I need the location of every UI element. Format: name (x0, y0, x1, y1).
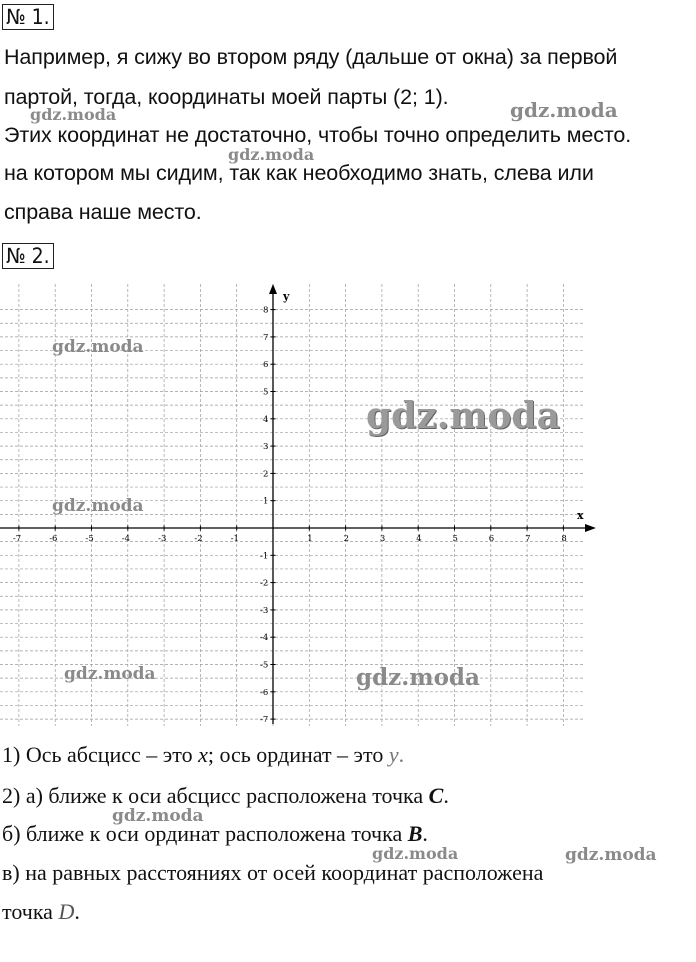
x-axis-label: x (577, 509, 584, 522)
y-tick-label: 2 (263, 469, 269, 480)
answer-3 (2, 821, 428, 847)
task-1-number: № 1. (2, 4, 54, 30)
y-tick-label: -1 (260, 551, 269, 562)
watermark: gdz.moda (52, 337, 144, 357)
y-tick-label: 4 (263, 414, 269, 425)
x-tick-label: 7 (525, 534, 531, 544)
y-tick-label: -2 (260, 578, 269, 589)
x-tick-label: 2 (343, 534, 350, 544)
y-tick-label: -4 (260, 633, 269, 644)
task-1-line-1: Например, я сижу во втором ряду (дальше от окна) за первой (4, 45, 618, 69)
answer-5-dot: . (74, 899, 80, 924)
answer-1-y: y (388, 742, 399, 767)
watermark: gdz.moda (565, 845, 657, 865)
answer-1-end: . (398, 742, 405, 767)
y-tick-label: 5 (263, 387, 269, 398)
answer-2 (2, 783, 449, 809)
watermark: gdz.moda (228, 145, 315, 164)
watermark: gdz.moda (366, 395, 560, 437)
x-tick-label: -1 (230, 534, 239, 544)
x-tick-label: -3 (158, 534, 167, 544)
answer-2-dot: . (443, 783, 449, 808)
answer-3-dot: . (422, 821, 428, 846)
watermark: gdz.moda (112, 806, 204, 826)
x-tick-label: -5 (85, 534, 94, 544)
answer-3-point: B (407, 821, 423, 846)
watermark: gdz.moda (372, 844, 459, 863)
task-1-line-3: Этих координат не достаточно, чтобы точно определить место. (4, 123, 632, 147)
y-tick-label: -7 (260, 715, 269, 726)
watermark: gdz.moda (30, 105, 117, 124)
y-axis-label: y (283, 290, 290, 303)
answer-5-point: D (58, 899, 75, 924)
x-tick-label: 8 (561, 534, 567, 544)
watermark: gdz.moda (64, 664, 156, 684)
x-tick-label: -6 (49, 534, 58, 544)
answer-5-text: точка (2, 899, 59, 924)
y-tick-label: -3 (260, 605, 269, 616)
x-tick-label: 3 (379, 534, 386, 544)
x-tick-label: 4 (416, 534, 422, 544)
y-tick-label: 1 (263, 496, 269, 507)
answer-2-text: 2) а) ближе к оси абсцисс расположена точка (2, 783, 429, 808)
y-tick-label: 8 (263, 305, 269, 316)
y-tick-label: -5 (260, 660, 269, 671)
y-tick-label: 7 (263, 332, 269, 343)
answer-3-text: б) ближе к оси ординат расположена точка (2, 821, 408, 846)
task-1-line-2: партой, тогда, координаты моей парты (2; 1). (4, 85, 449, 109)
x-tick-label: 6 (488, 534, 495, 544)
answer-5 (2, 899, 80, 925)
x-tick-label: -2 (194, 534, 203, 544)
task-1-line-4: на котором мы сидим, так как необходимо знать, слева или (4, 161, 594, 185)
y-tick-label: 3 (263, 442, 269, 453)
x-tick-label: -7 (12, 534, 22, 544)
answer-1-text: 1) Ось абсцисс – это (2, 742, 199, 767)
task-2-number: № 2. (2, 243, 54, 269)
x-tick-label: 5 (452, 534, 458, 544)
watermark: gdz.moda (356, 664, 480, 691)
answer-1-x: x (198, 742, 208, 767)
watermark: gdz.moda (510, 98, 618, 122)
watermark: gdz.moda (52, 496, 144, 516)
x-tick-label: 1 (307, 534, 313, 544)
answer-1-mid: ; ось ординат – это (207, 742, 389, 767)
x-tick-label: -4 (121, 534, 131, 544)
task-1-line-5: справа наше место. (4, 200, 202, 224)
y-tick-label: -6 (260, 687, 269, 698)
answer-1 (2, 742, 404, 768)
answer-2-point: C (428, 783, 444, 808)
y-tick-label: 6 (263, 360, 269, 371)
answer-4: в) на равных расстояниях от осей координат расположена (2, 860, 544, 885)
